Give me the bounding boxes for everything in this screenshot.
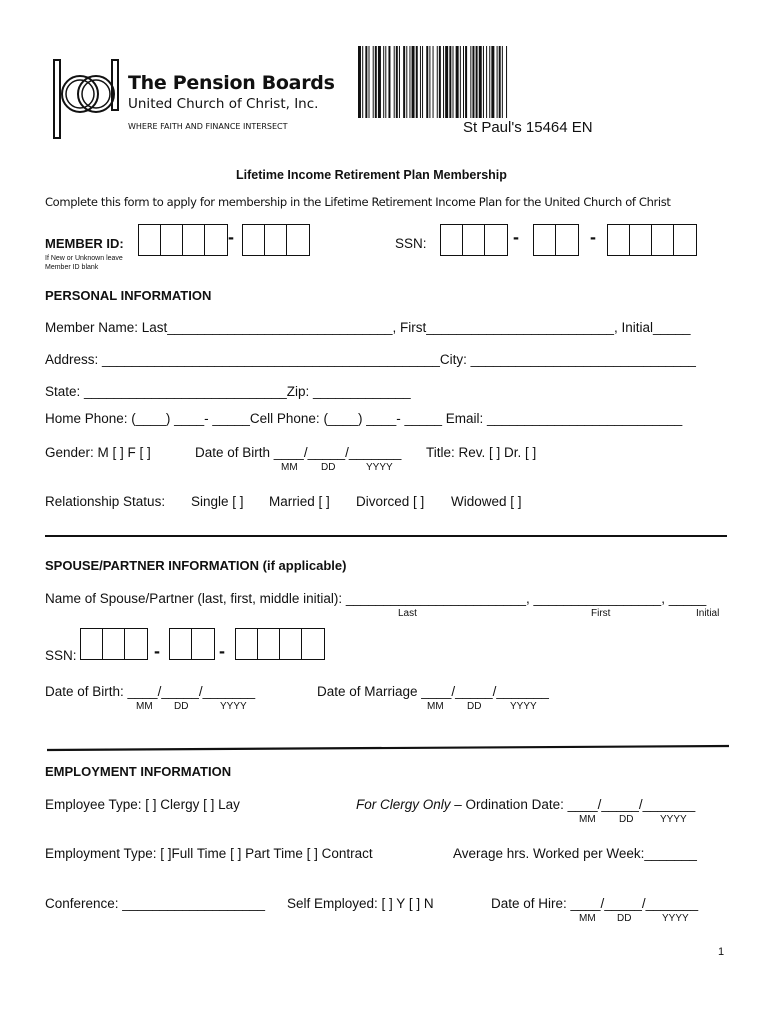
ordination-dd: DD: [619, 814, 634, 825]
marriage-yyyy: YYYY: [510, 701, 537, 712]
state-zip-line[interactable]: State: ___________________________Zip: _____________: [45, 384, 411, 399]
spouse-ssn-dash-2: -: [219, 641, 225, 661]
spouse-name-line[interactable]: Name of Spouse/Partner (last, first, middle initial): ________________________, _________________, _____: [45, 591, 707, 606]
marriage-mm: MM: [427, 701, 444, 712]
personal-heading: PERSONAL INFORMATION: [45, 288, 212, 303]
employee-type-line[interactable]: Employee Type: [ ] Clergy [ ] Lay: [45, 797, 240, 812]
ordination-date-field[interactable]: – Ordination Date: ____/_____/_______: [450, 797, 696, 812]
gender-line[interactable]: Gender: M [ ] F [ ]: [45, 445, 151, 460]
ordination-yyyy: YYYY: [660, 814, 687, 825]
rel-married[interactable]: Married [ ]: [269, 494, 330, 509]
spouse-dob-mm: MM: [136, 701, 153, 712]
spouse-initial-caption: Initial: [696, 608, 720, 619]
ssn-dash-2: -: [590, 227, 596, 247]
title-line[interactable]: Title: Rev. [ ] Dr. [ ]: [426, 445, 537, 460]
dob-yyyy: YYYY: [366, 462, 393, 473]
org-subname: United Church of Christ, Inc.: [128, 96, 319, 112]
rel-widowed[interactable]: Widowed [ ]: [451, 494, 522, 509]
spouse-ssn-boxes-1[interactable]: [80, 628, 148, 660]
hire-mm: MM: [579, 913, 596, 924]
member-id-note: If New or Unknown leave Member ID blank: [45, 255, 123, 271]
member-name-line[interactable]: Member Name: Last______________________________, First_________________________, Initial_____: [45, 320, 691, 335]
logo: [52, 58, 335, 140]
ssn-boxes-1[interactable]: [440, 224, 508, 256]
spouse-ssn-boxes-3[interactable]: [235, 628, 325, 660]
dob-dd: DD: [321, 462, 336, 473]
hire-dd: DD: [617, 913, 632, 924]
barcode-image: [358, 46, 730, 118]
dob-line[interactable]: Date of Birth ____/_____/_______: [195, 445, 402, 460]
clergy-only-note: For Clergy Only: [356, 797, 451, 812]
rel-divorced[interactable]: Divorced [ ]: [356, 494, 425, 509]
pension-boards-logo-icon: [52, 58, 122, 140]
employment-heading: EMPLOYMENT INFORMATION: [45, 764, 232, 779]
form-intro: Complete this form to apply for membership in the Lifetime Retirement Income Plan for the United Church of Christ: [45, 195, 671, 209]
spouse-first-caption: First: [591, 608, 611, 619]
page-number: 1: [718, 946, 725, 958]
org-tagline: WHERE FAITH AND FINANCE INTERSECT: [128, 122, 288, 131]
spouse-ssn-label: SSN:: [45, 648, 77, 663]
spouse-dob-dd: DD: [174, 701, 189, 712]
ssn-boxes-2[interactable]: [533, 224, 579, 256]
ssn-boxes-3[interactable]: [607, 224, 697, 256]
phone-email-line[interactable]: Home Phone: (____) ____- _____Cell Phone: (____) ____- _____ Email: __________________________: [45, 411, 683, 426]
member-id-boxes-1[interactable]: [138, 224, 228, 256]
rel-single[interactable]: Single [ ]: [191, 494, 244, 509]
barcode-caption: St Paul's 15464 EN: [463, 119, 593, 136]
dob-mm: MM: [281, 462, 298, 473]
section-divider-1: [45, 535, 727, 537]
spouse-dob-yyyy: YYYY: [220, 701, 247, 712]
spouse-last-caption: Last: [398, 608, 417, 619]
marriage-dd: DD: [467, 701, 482, 712]
self-employed-line[interactable]: Self Employed: [ ] Y [ ] N: [287, 896, 434, 911]
spouse-heading: SPOUSE/PARTNER INFORMATION (if applicable): [45, 558, 347, 573]
hire-yyyy: YYYY: [662, 913, 689, 924]
ssn-label: SSN:: [395, 236, 427, 251]
barcode: [358, 46, 730, 118]
ssn-dash-1: -: [513, 227, 519, 247]
spouse-ssn-boxes-2[interactable]: [169, 628, 215, 660]
conference-line[interactable]: Conference: ___________________: [45, 896, 265, 911]
member-id-dash: -: [228, 227, 234, 247]
relationship-label: Relationship Status:: [45, 494, 166, 509]
employment-type-line[interactable]: Employment Type: [ ]Full Time [ ] Part Time [ ] Contract: [45, 846, 373, 861]
ordination-line[interactable]: [356, 797, 695, 812]
spouse-ssn-dash-1: -: [154, 641, 160, 661]
avg-hours-line[interactable]: Average hrs. Worked per Week:_______: [453, 846, 697, 861]
member-id-label: MEMBER ID:: [45, 236, 124, 251]
date-of-hire-line[interactable]: Date of Hire: ____/_____/_______: [491, 896, 699, 911]
form-title: Lifetime Income Retirement Plan Membership: [236, 168, 507, 182]
spouse-dob-line[interactable]: Date of Birth: ____/_____/_______: [45, 684, 256, 699]
address-line[interactable]: Address: _____________________________________________City: ______________________________: [45, 352, 696, 367]
org-name: The Pension Boards: [128, 72, 335, 94]
section-divider-2: [45, 744, 731, 752]
marriage-date-line[interactable]: Date of Marriage ____/_____/_______: [317, 684, 549, 699]
member-id-boxes-2[interactable]: [242, 224, 310, 256]
ordination-mm: MM: [579, 814, 596, 825]
